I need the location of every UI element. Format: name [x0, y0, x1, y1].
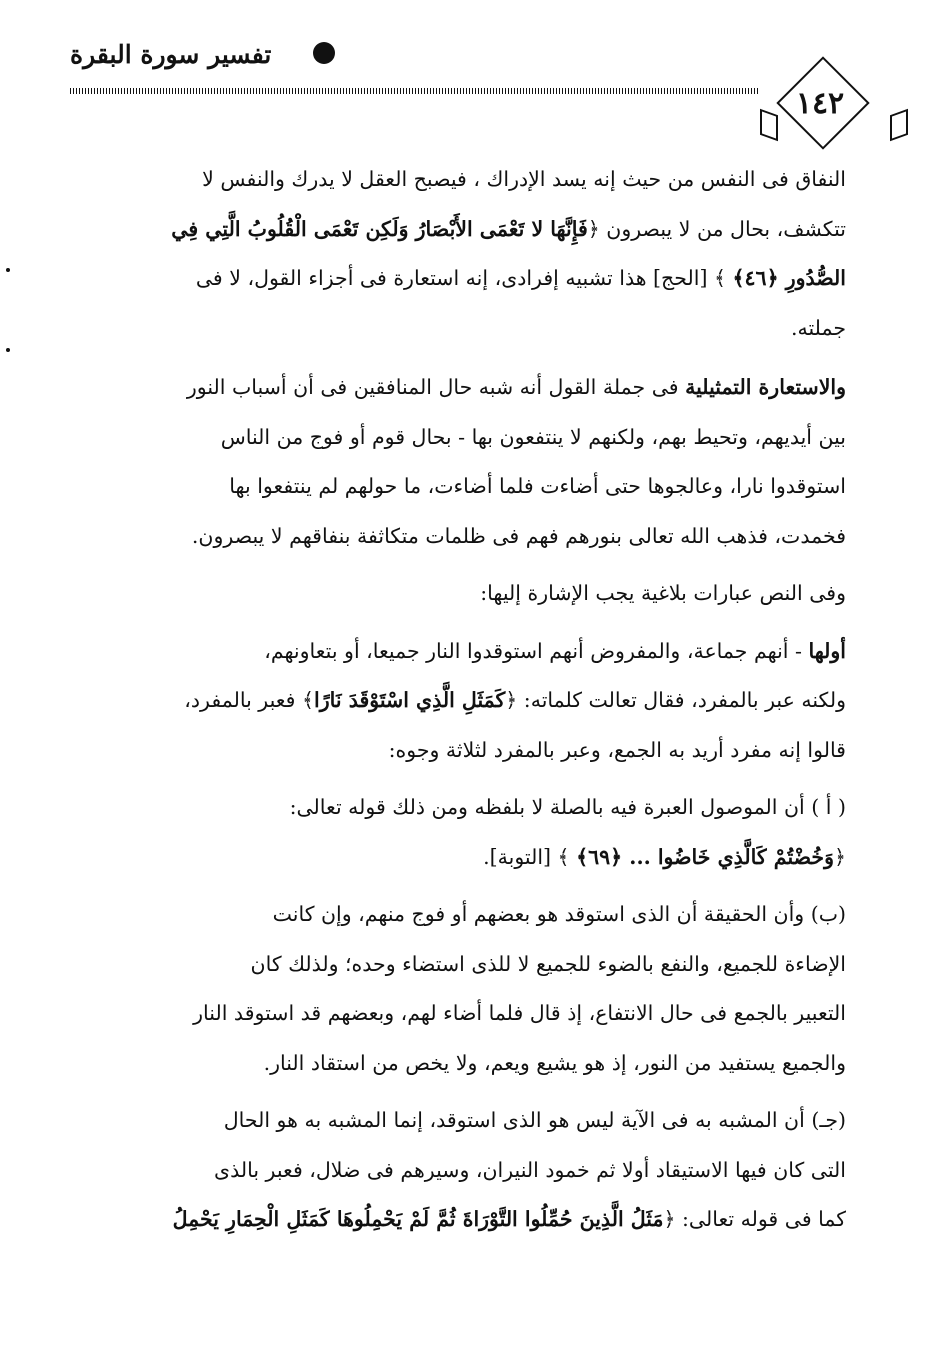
- text-line: ولكنه عبر بالمفرد، فقال تعالت كلماته: ﴿: [505, 688, 846, 712]
- text-line: والجميع يستفيد من النور، إذ هو يشيع ويعم، ولا يخص من استقاد النار.: [263, 1050, 846, 1075]
- quran-verse: وَخُضْتُمْ كَالَّذِي خَاضُوا ... ﴿٦٩﴾: [576, 844, 834, 869]
- running-title: تفسير سورة البقرة: [70, 40, 272, 69]
- paragraph-2: [78, 363, 846, 561]
- margin-mark: [6, 348, 10, 352]
- paragraph-lead: والاستعارة التمثيلية: [685, 375, 846, 399]
- quran-verse: الصُّدُورِ ﴿٤٦﴾: [732, 266, 846, 290]
- text-line: استوقدوا نارا، وعالجوها حتى أضاءت فلما أضاءت، ما حولهم لم ينتفعوا بها: [229, 474, 846, 498]
- ribbon-right-icon: [890, 109, 908, 142]
- paragraph-5: [78, 783, 846, 882]
- text-line: جملته.: [790, 315, 846, 340]
- text-line: النفاق فى النفس من حيث إنه يسد الإدراك ، فيصبح العقل لا يدرك والنفس لا: [202, 167, 846, 191]
- header-rule: [70, 88, 760, 94]
- text-line: تتكشف، بحال من لا يبصرون ﴿: [587, 216, 846, 241]
- text-line: التى كان فيها الاستيقاد أولا ثم خمود النيران، وسيرهم فى ضلال، فعبر بالذى: [214, 1157, 846, 1182]
- margin-mark: [6, 268, 10, 272]
- paragraph-lead: أولها: [808, 638, 846, 663]
- text-line: ﴿: [833, 844, 846, 869]
- text-line: ( أ ) أن الموصول العبرة فيه بالصلة لا بلفظه ومن ذلك قوله تعالى:: [289, 795, 846, 819]
- paragraph-4: [78, 627, 846, 776]
- paragraph-7: [78, 1096, 846, 1245]
- text-line: (جـ) أن المشبه به فى الآية ليس هو الذى استوقد، إنما المشبه به هو الحال: [223, 1108, 846, 1132]
- text-line: (ب) وأن الحقيقة أن الذى استوقد هو بعضهم أو فوج منهم، وإن كانت: [272, 902, 846, 926]
- text-line: - أنهم جماعة، والمفروض أنهم استوقدوا النار جميعا، أو بتعاونهم،: [264, 638, 802, 663]
- quran-verse: كَمَثَلِ الَّذِي اسْتَوْقَدَ نَارًا: [314, 688, 506, 712]
- text-line: كما فى قوله تعالى: ﴿: [663, 1207, 846, 1231]
- paragraph-1: [78, 155, 846, 353]
- text-line: وفى النص عبارات بلاغية يجب الإشارة إليها:: [480, 581, 846, 605]
- text-line: بين أيديهم، وتحيط بهم، ولكنهم لا ينتفعون بها - بحال قوم أو فوج من الناس: [220, 424, 846, 449]
- quran-verse: مَثَلُ الَّذِينَ حُمِّلُوا التَّوْرَاةَ ثُمَّ لَمْ يَحْمِلُوهَا كَمَثَلِ الْحِمَارِ يَحْمِلُ: [172, 1207, 664, 1231]
- quran-verse: فَإِنَّهَا لا تَعْمَى الأَبْصَارُ وَلَكِن تَعْمَى الْقُلُوبُ الَّتِي فِي: [171, 216, 588, 241]
- page-number: ١٤٢: [795, 86, 845, 121]
- text-line: ﴾ [الحج] هذا تشبيه إفرادى، إنه استعارة فى أجزاء القول، لا فى: [195, 266, 726, 290]
- text-line: فخمدت، فذهب الله تعالى بنورهم فهم فى ظلمات متكاثفة بنفاقهم لا يبصرون.: [191, 523, 846, 548]
- ornament-icon: [313, 42, 335, 64]
- paragraph-3: [78, 569, 846, 619]
- text-line: ﴾ [التوبة].: [483, 844, 570, 869]
- text-line: ﴾ فعبر بالمفرد،: [184, 688, 315, 712]
- text-line: فى جملة القول أنه شبه حال المنافقين فى أن أسباب النور: [186, 375, 679, 399]
- text-line: قالوا إنه مفرد أريد به الجمع، وعبر بالمفرد لثلاثة وجوه:: [388, 737, 846, 762]
- text-line: التعبير بالجمع فى حال الانتفاع، إذ قال فلما أضاء لهم، وبعضهم قد استوقد النار: [193, 1001, 846, 1025]
- body-text: [78, 155, 846, 1245]
- paragraph-6: [78, 890, 846, 1088]
- page-header: [70, 30, 860, 140]
- text-line: الإضاءة للجميع، والنفع بالضوء للجميع لا للذى استضاء وحده؛ ولذلك كان: [250, 951, 846, 976]
